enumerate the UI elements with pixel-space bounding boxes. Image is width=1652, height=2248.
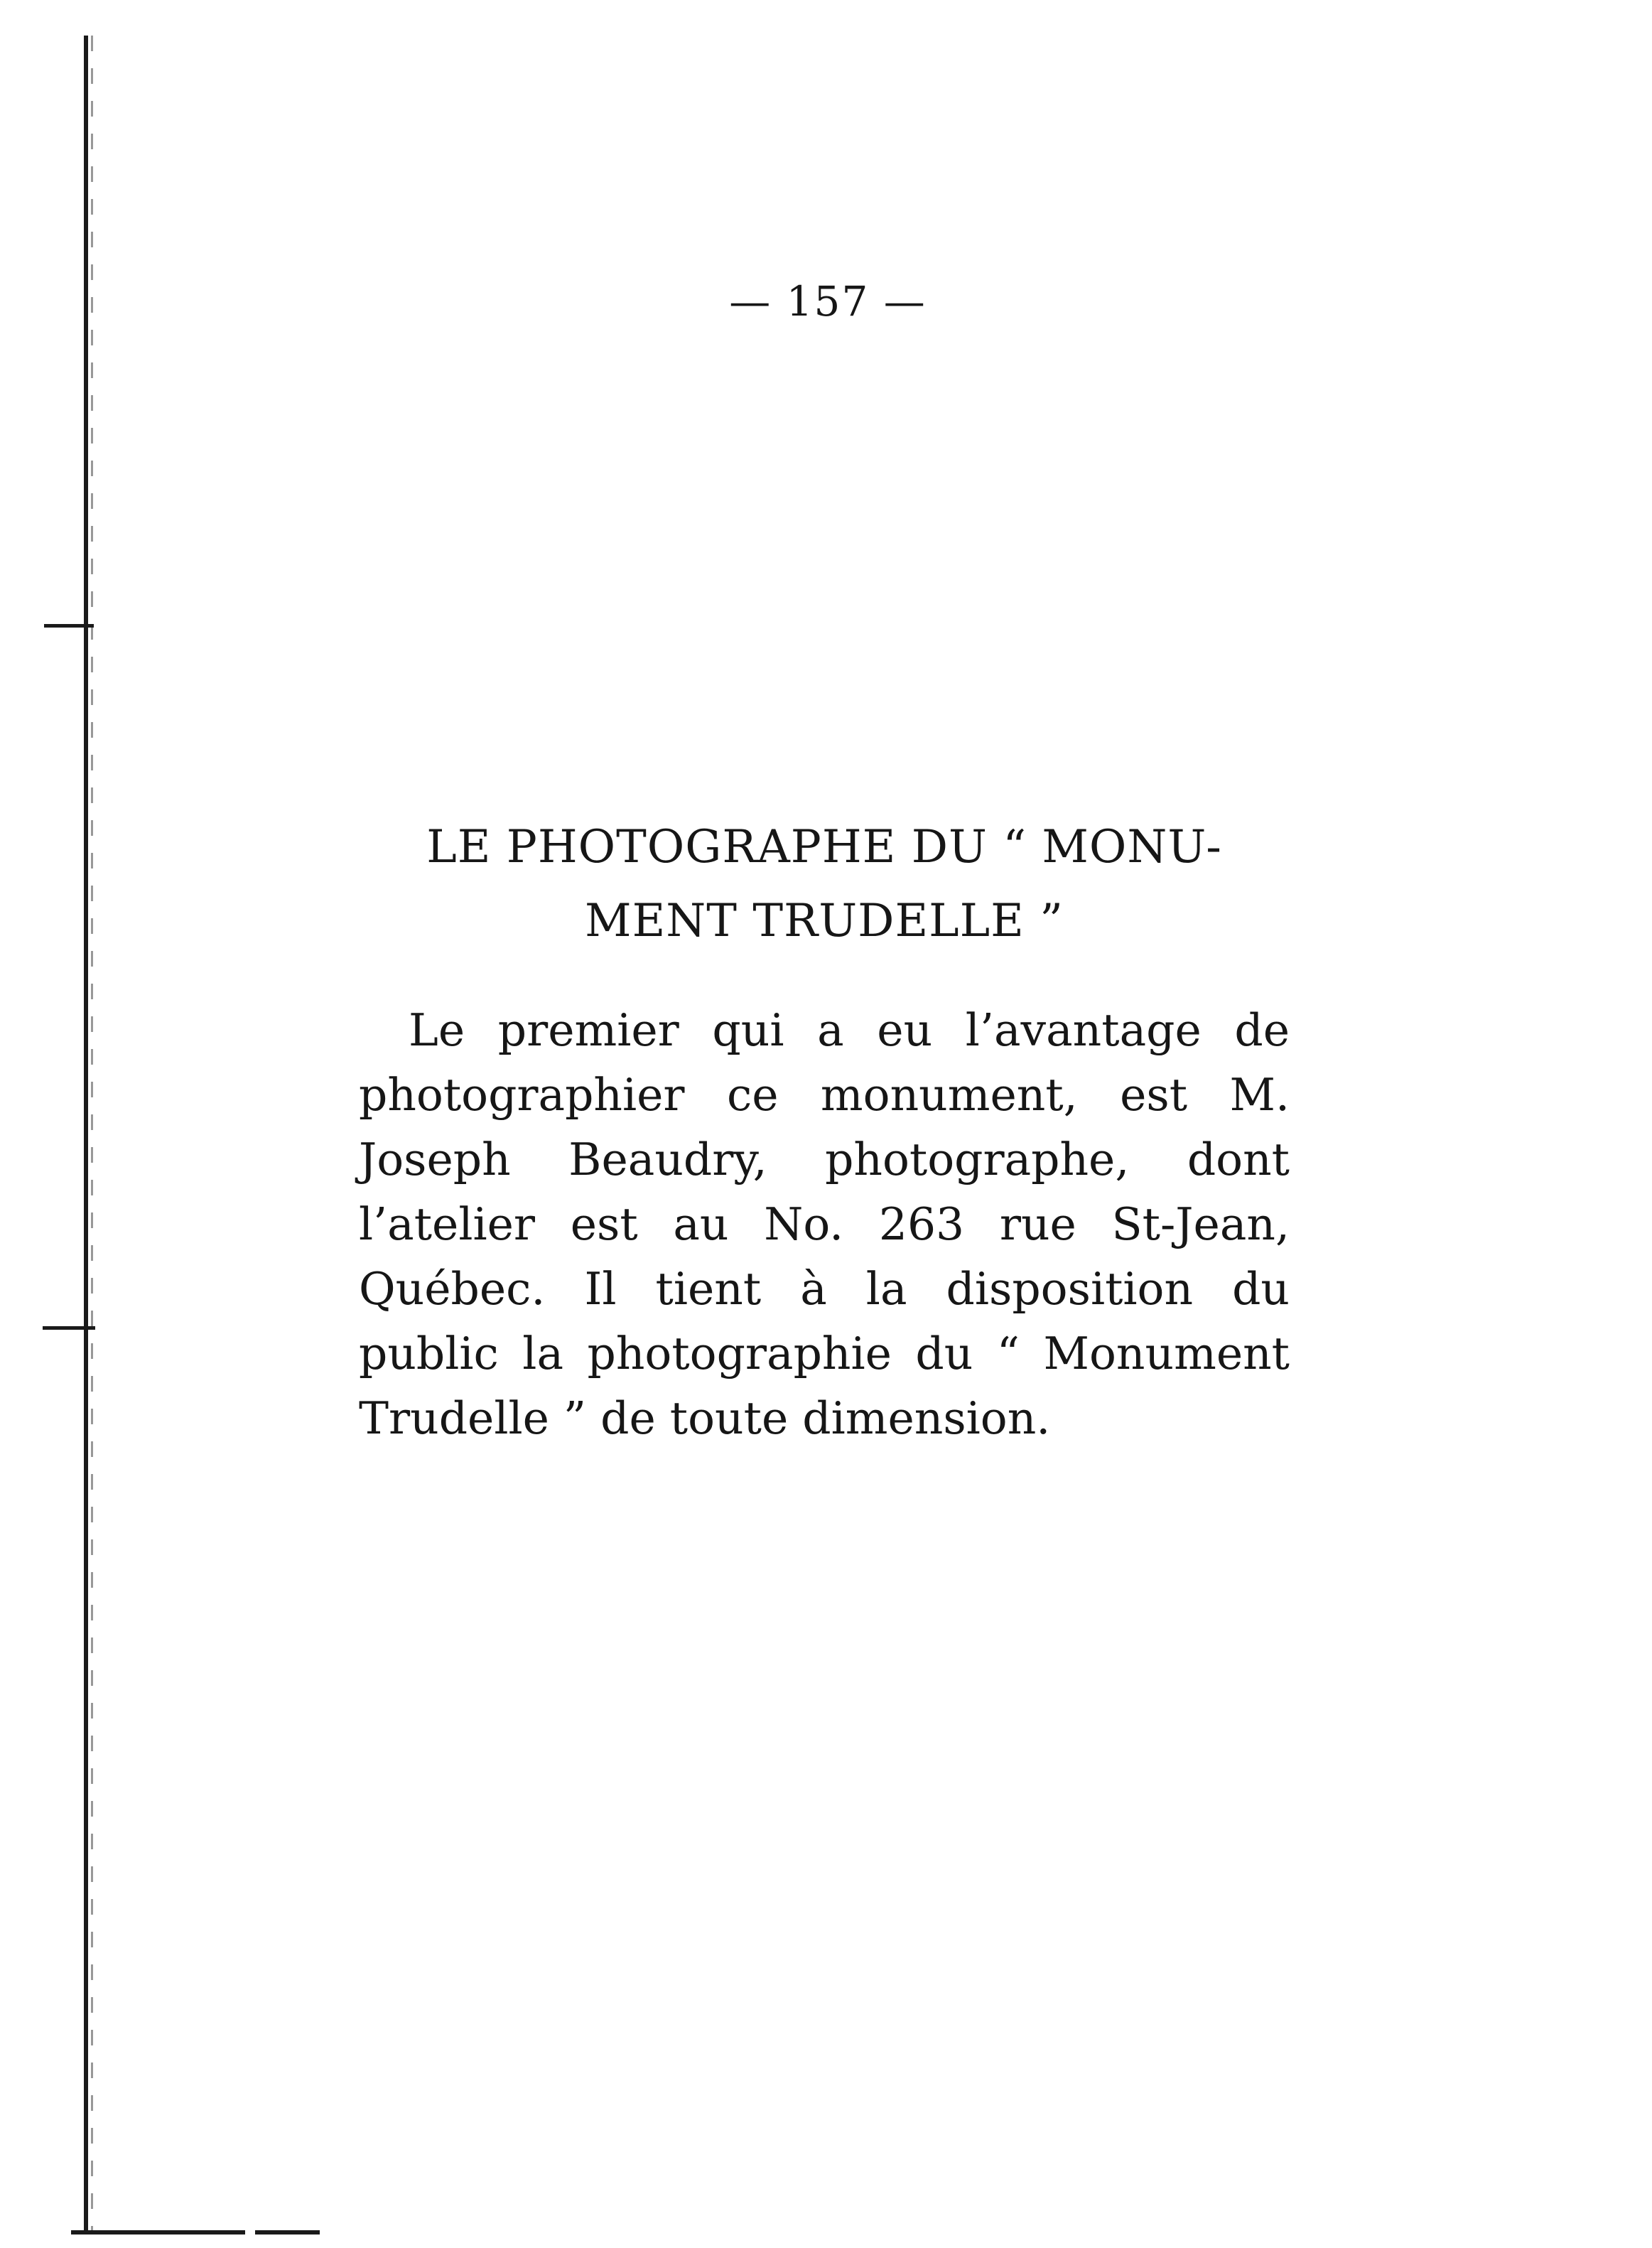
article-paragraph: Le premier qui a eu l’avantage de photographier ce monument, est M. Joseph Beaudry, photographe, dont l’atelier est au No. 263 rue St-Jean, Québec. Il tient à la disposition du public la photographie du “ Monument Trudelle ” de toute dimension. (359, 1004, 1290, 1444)
page-bottom-edge (71, 2230, 320, 2234)
heading-line: MENT TRUDELLE ” (585, 895, 1064, 947)
binding-mark (44, 624, 94, 628)
article (359, 810, 1290, 1451)
article-heading (359, 810, 1290, 958)
binding-mark (43, 1326, 95, 1330)
page-binding-edge (84, 36, 88, 2232)
heading-line: LE PHOTOGRAPHE DU “ MONU- (426, 821, 1222, 873)
page-number: — 157 — (729, 277, 927, 326)
